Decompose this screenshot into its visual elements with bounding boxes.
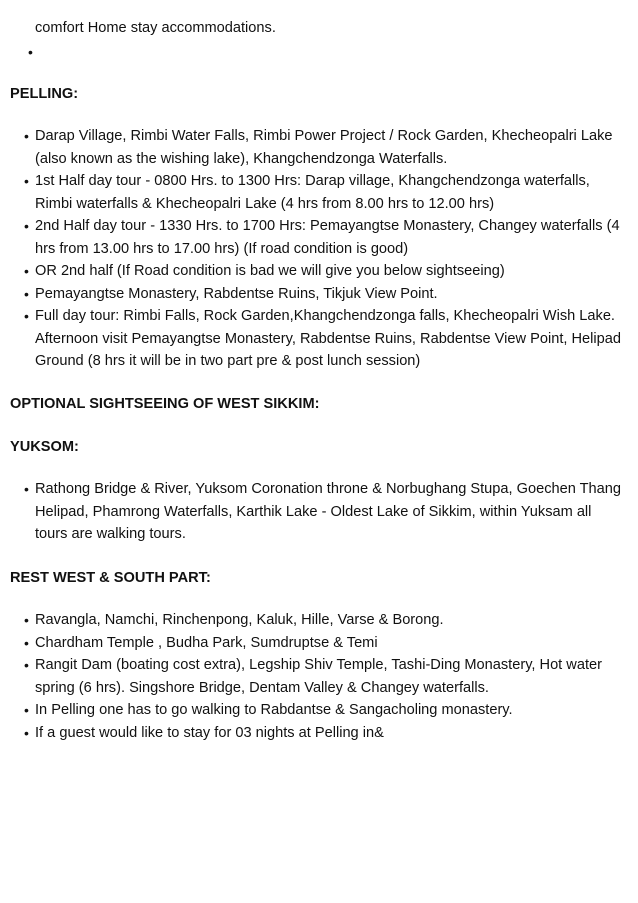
list-item-text: Ravangla, Namchi, Rinchenpong, Kaluk, Hille, Varse & Borong.: [35, 612, 444, 628]
list-item: [0, 722, 630, 745]
list-item: [0, 215, 630, 260]
list-item: [0, 654, 630, 699]
list-item-text: Darap Village, Rimbi Water Falls, Rimbi Power Project / Rock Garden, Khecheopalri Lake (also known as the wishing lake), Khangchendzonga Waterfalls.: [35, 128, 613, 167]
bullet-icon: •: [24, 702, 29, 718]
yuksom-list: [0, 478, 630, 546]
list-item: [0, 632, 630, 655]
list-item-text: 1st Half day tour - 0800 Hrs. to 1300 Hrs: Darap village, Khangchendzonga waterfalls, Rimbi waterfalls & Khecheopalri Lake (4 hrs from 8.00 hrs to 12.00 hrs): [35, 173, 590, 212]
section-heading-yuksom: YUKSOM:: [10, 439, 79, 455]
bullet-icon: •: [24, 634, 29, 651]
list-item-text: In Pelling one has to go walking to Rabdantse & Sangacholing monastery.: [35, 702, 513, 718]
bullet-icon: •: [24, 173, 29, 189]
list-item: [0, 260, 630, 283]
bullet-icon: •: [24, 263, 29, 279]
rest-west-south-list: [0, 609, 630, 744]
bullet-icon: •: [24, 657, 29, 673]
bullet-icon: •: [24, 481, 29, 497]
list-item: [0, 478, 630, 546]
empty-bullet: •: [28, 44, 33, 60]
list-item: [0, 305, 630, 373]
list-item-text: Rathong Bridge & River, Yuksom Coronation throne & Norbughang Stupa, Goechen Thang Helipad, Phamrong Waterfalls, Karthik Lake - Oldest Lake of Sikkim, within Yuksam all tours are walking tours.: [35, 481, 622, 542]
list-item-text: OR 2nd half (If Road condition is bad we will give you below sightseeing): [35, 263, 505, 279]
list-item: [0, 699, 630, 722]
bullet-icon: •: [24, 218, 29, 234]
bullet-icon: •: [24, 724, 29, 741]
list-item: [0, 609, 630, 632]
list-item: [0, 125, 630, 170]
list-item-text: 2nd Half day tour - 1330 Hrs. to 1700 Hrs: Pemayangtse Monastery, Changey waterfalls (4 hrs from 13.00 hrs to 17.00 hrs) (If road condition is good): [35, 218, 620, 257]
list-item: [0, 170, 630, 215]
bullet-icon: •: [24, 128, 29, 144]
list-item-text: Full day tour: Rimbi Falls, Rock Garden,Khangchendzonga falls, Khecheopalri Wish Lake. Afternoon visit Pemayangtse Monastery, Rabdentse Ruins, Rabdentse View Point, Helipad Ground (8 hrs it will be in two part pre & post lunch session): [35, 308, 621, 369]
list-item-text: Pemayangtse Monastery, Rabdentse Ruins, Tikjuk View Point.: [35, 285, 438, 302]
list-item-text: Chardham Temple , Budha Park, Sumdruptse & Temi: [35, 634, 378, 651]
list-item-text: If a guest would like to stay for 03 nights at Pelling in&: [35, 724, 384, 741]
section-heading-pelling: PELLING:: [10, 86, 79, 102]
bullet-icon: •: [24, 612, 29, 628]
bullet-icon: •: [24, 285, 29, 302]
pelling-list: [0, 125, 630, 373]
bullet-icon: •: [24, 308, 29, 324]
list-item-text: Rangit Dam (boating cost extra), Legship Shiv Temple, Tashi-Ding Monastery, Hot water spring (6 hrs). Singshore Bridge, Dentam Valley & Changey waterfalls.: [35, 657, 602, 696]
section-heading-optional-sightseeing: OPTIONAL SIGHTSEEING OF WEST SIKKIM:: [10, 396, 320, 412]
intro-text: comfort Home stay accommodations.: [35, 20, 276, 36]
list-item: [0, 283, 630, 306]
section-heading-rest-west-south: REST WEST & SOUTH PART:: [10, 570, 211, 586]
